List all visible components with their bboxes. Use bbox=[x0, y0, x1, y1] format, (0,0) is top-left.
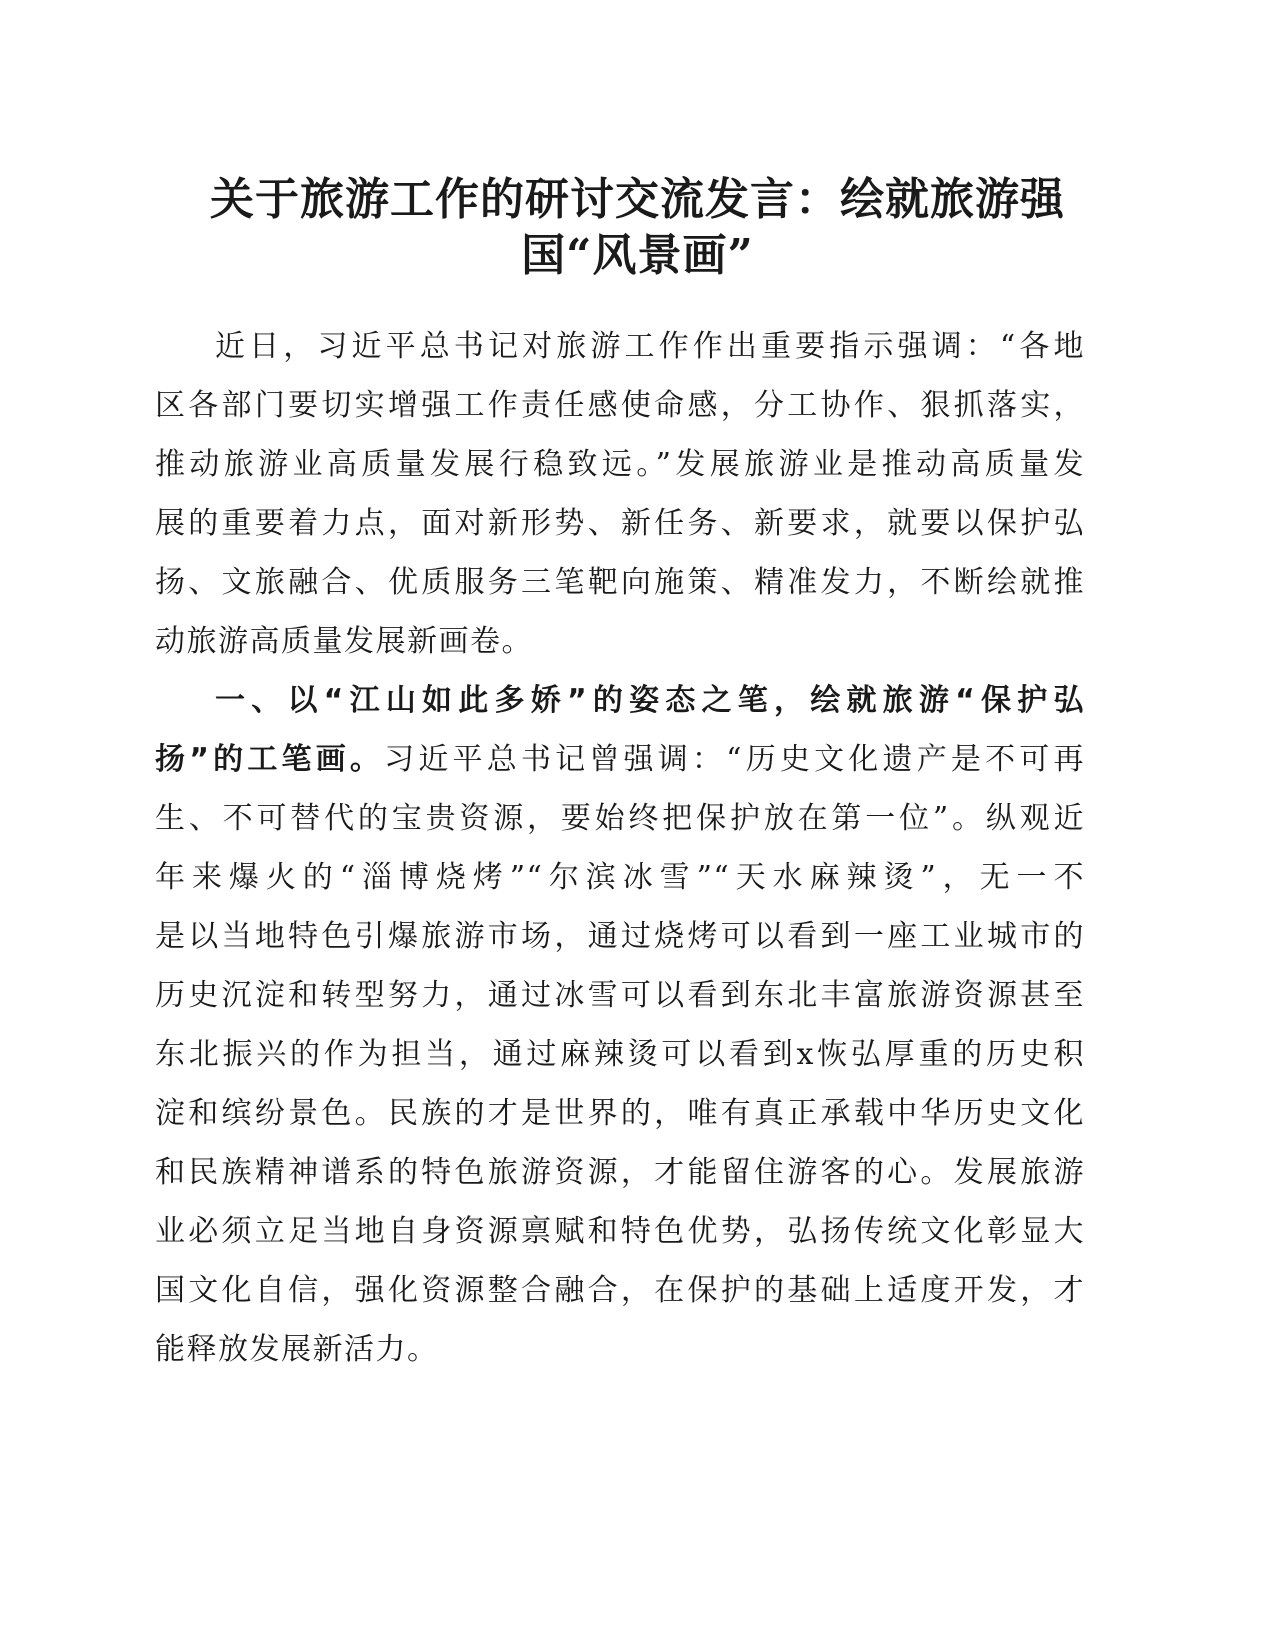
text-line: 近日，习近平总书记对旅游工作作出重要指示强调：“各地 bbox=[215, 329, 1085, 364]
text-line: 年来爆火的“淄博烧烤”“尔滨冰雪”“天水麻辣烫”，无一不 bbox=[155, 860, 1085, 895]
section-1-heading: 一、以“江山如此多娇”的姿态之笔，绘就旅游“保护弘 bbox=[215, 683, 1085, 718]
intro-paragraph bbox=[155, 317, 1085, 671]
text-line: 淀和缤纷景色。民族的才是世界的，唯有真正承载中华历史文化 bbox=[155, 1096, 1085, 1131]
text-line: 东北振兴的作为担当，通过麻辣烫可以看到x恢弘厚重的历史积 bbox=[155, 1037, 1085, 1072]
document-body bbox=[155, 317, 1085, 1379]
text-line: 历史沉淀和转型努力，通过冰雪可以看到东北丰富旅游资源甚至 bbox=[155, 978, 1085, 1013]
text-line bbox=[155, 730, 1085, 789]
text-line: 推动旅游业高质量发展行稳致远。”发展旅游业是推动高质量发 bbox=[155, 447, 1085, 482]
text-line: 国文化自信，强化资源整合融合，在保护的基础上适度开发，才 bbox=[155, 1273, 1085, 1308]
title-line-1: 关于旅游工作的研讨交流发言：绘就旅游强 bbox=[210, 174, 1065, 225]
text-line: 区各部门要切实增强工作责任感使命感，分工协作、狠抓落实， bbox=[155, 388, 1085, 423]
text-line: 扬、文旅融合、优质服务三笔靶向施策、精准发力，不断绘就推 bbox=[155, 565, 1085, 600]
title-line-2: 国“风景画” bbox=[521, 230, 754, 281]
text-line: 是以当地特色引爆旅游市场，通过烧烤可以看到一座工业城市的 bbox=[155, 919, 1085, 954]
text-line: 和民族精神谱系的特色旅游资源，才能留住游客的心。发展旅游 bbox=[155, 1155, 1085, 1190]
section-1-heading-end: 扬”的工笔画。 bbox=[155, 742, 385, 777]
text-line: 业必须立足当地自身资源禀赋和特色优势，弘扬传统文化彰显大 bbox=[155, 1214, 1085, 1249]
text-run: 习近平总书记曾强调：“历史文化遗产是不可再 bbox=[384, 742, 1086, 777]
text-line: 能释放发展新活力。 bbox=[155, 1332, 439, 1367]
text-line: 展的重要着力点，面对新形势、新任务、新要求，就要以保护弘 bbox=[155, 506, 1085, 541]
text-line: 动旅游高质量发展新画卷。 bbox=[155, 624, 533, 659]
document-title bbox=[150, 172, 1125, 284]
text-line: 生、不可替代的宝贵资源，要始终把保护放在第一位”。纵观近 bbox=[155, 801, 1085, 836]
section-1-paragraph bbox=[155, 671, 1085, 1379]
